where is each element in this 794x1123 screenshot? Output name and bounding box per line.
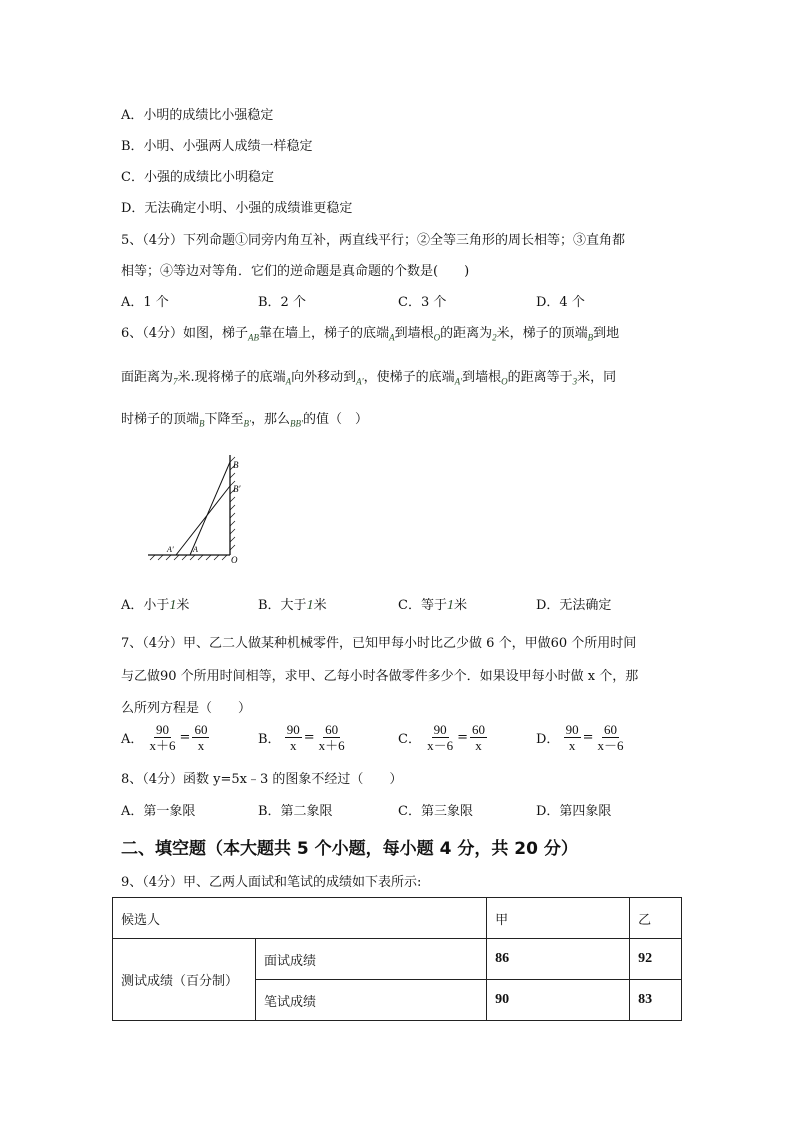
ground-hatching [150,555,227,560]
math-ab: AB [248,332,260,343]
q8-option-d: D．第四象限 [536,804,612,819]
cell-yi-interview: 92 [630,939,682,980]
q8-stem: 8、（4分）函数 y=5x﹣3 的图象不经过（ ） [121,772,403,787]
q5-option-a: A．1 个 [121,295,169,310]
q4-option-c: C．小强的成绩比小明稳定 [121,170,274,185]
q8-option-a: A．第一象限 [121,804,196,819]
table-row [113,898,682,939]
q4-option-b: B．小明、小强两人成绩一样稳定 [121,139,313,154]
q8-option-b: B．第二象限 [258,804,333,819]
q6-option-a: A．小于1米 [121,598,190,613]
q5-option-c: C．3 个 [398,295,447,310]
q7-stem-line1: 7、（4分）甲、乙二人做某种机械零件，已知甲每小时比乙少做 6 个，甲做60 个所用时间 [121,636,637,651]
header-candidate: 候选人 [113,898,487,939]
row-label-written: 笔试成绩 [256,980,487,1021]
section-heading: 二、填空题（本大题共 5 个小题，每小题 4 分，共 20 分） [121,839,578,859]
ladder-ab [190,462,230,555]
ladder-apbp [176,486,230,555]
q5-option-d: D．4 个 [536,295,585,310]
q8-option-c: C．第三象限 [398,804,473,819]
q6-stem-line1: 6、（4分）如图，梯子$_{AB}$靠在墙上，梯子的底端$_A$到墙根$_O$的距离为$_2$米，梯子的顶端$_B$到地 [121,326,620,343]
cell-jia-interview: 86 [487,939,630,980]
math-3: 3 [572,376,578,387]
q7-option-c: C． $\frac{90}{x-6}$ = $\frac{60}{x}$ [398,722,486,753]
q6-option-c: C．等于1米 [398,598,467,613]
q5-stem-line1: 5、（4分）下列命题①同旁内角互补，两直线平行；②全等三角形的周长相等；③直角都 [121,233,626,248]
group-label: 测试成绩（百分制） [113,939,256,1021]
label-b: B [233,460,239,470]
label-bprime: B′ [233,484,241,494]
header-jia: 甲 [487,898,630,939]
math-2: 2 [492,332,497,343]
q4-option-d: D．无法确定小明、小强的成绩谁更稳定 [121,201,353,216]
q6-stem-line3: 时梯子的顶端$_B$下降至$_{B'}$，那么$_{BB'}$的值（ ） [121,412,368,429]
label-aprime: A′ [167,545,174,554]
label-o: O [231,555,238,565]
q6-option-d: D．无法确定 [536,598,612,613]
q9-stem: 9、（4分）甲、乙两人面试和笔试的成绩如下表所示: [121,875,422,890]
q7-stem-line3: 么所列方程是（ ） [121,701,252,716]
header-yi: 乙 [630,898,682,939]
row-label-interview: 面试成绩 [256,939,487,980]
q6-option-b: B．大于1米 [258,598,327,613]
cell-jia-written: 90 [487,980,630,1021]
score-table [112,897,682,1021]
math-o: O [433,332,441,343]
q5-option-b: B．2 个 [258,295,306,310]
q4-option-a: A．小明的成绩比小强稳定 [121,108,274,123]
wall-hatching [230,457,235,550]
q5-stem-line2: 相等；④等边对等角．它们的逆命题是真命题的个数是( ) [121,264,470,279]
math-a: A [389,332,395,343]
math-b: B [587,332,594,343]
q7-stem-line2: 与乙做90 个所用时间相等，求甲、乙每小时各做零件多少个．如果设甲每小时做 x 个，那 [121,669,639,684]
ladder-figure [140,450,260,570]
q7-option-b: B． $\frac{90}{x}$ = $\frac{60}{x+6}$ [258,722,345,753]
q7-option-a: A． $\frac{90}{x+6}$ = $\frac{60}{x}$ [121,722,208,753]
math-7: 7 [173,376,178,387]
cell-yi-written: 83 [630,980,682,1021]
table-row [113,939,682,980]
label-a: A [193,545,198,554]
q7-option-d: D． $\frac{90}{x}$ = $\frac{60}{x-6}$ [536,722,624,753]
q6-stem-line2: 面距离为$_7$米.现将梯子的底端$_A$向外移动到$_{A'}$，使梯子的底端$_{A'}$到墙根$_O$的距离等于$_3$米，同 [121,370,617,387]
